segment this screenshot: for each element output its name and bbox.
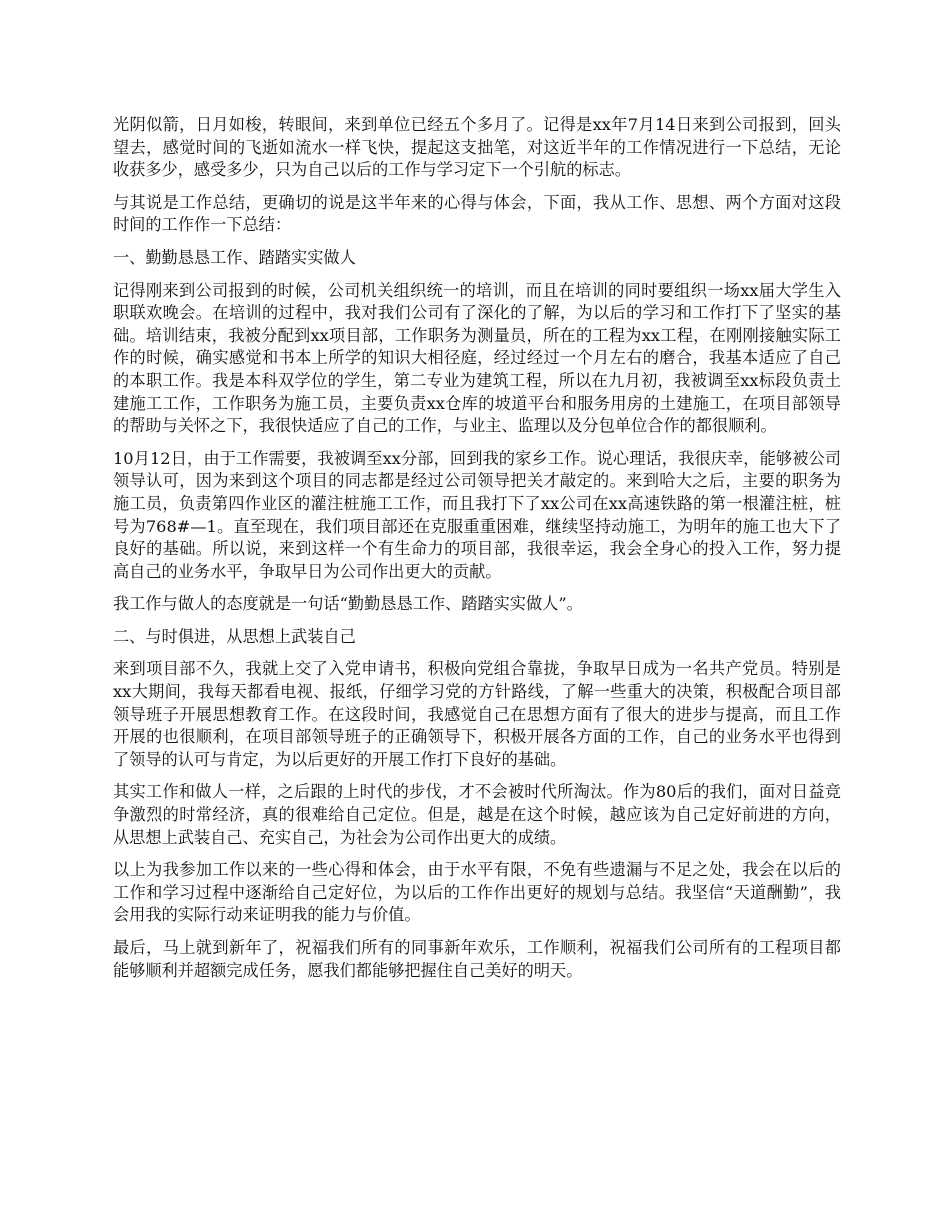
- section-heading-thought: 二、与时俱进，从思想上武装自己: [113, 626, 356, 646]
- closing-paragraph: 最后，马上就到新年了，祝福我们所有的同事新年欢乐，工作顺利，祝福我们公司所有的工程项目都能够顺利并超额完成任务，愿我们都能够把握住自己美好的明天。: [113, 938, 841, 980]
- thought-paragraph-times: 其实工作和做人一样，之后跟的上时代的步伐，才不会被时代所淘汰。作为80后的我们，面对日益竞争激烈的时常经济，真的很难给自己定位。但是，越是在这个时候，越应该为自己定好前进的方向，从思想上武装自己、充实自己，为社会为公司作出更大的成绩。: [113, 782, 841, 847]
- document-body: [113, 114, 841, 992]
- summary-paragraph: 以上为我参加工作以来的一些心得和体会，由于水平有限，不免有些遗漏与不足之处，我会在以后的工作和学习过程中逐渐给自己定好位，为以后的工作作出更好的规划与总结。我坚信“天道酬勤”，我会用我的实际行动来证明我的能力与价值。: [113, 860, 841, 925]
- work-paragraph-transfer: 10月12日，由于工作需要，我被调至xx分部，回到我的家乡工作。说心理话，我很庆幸，能够被公司领导认可，因为来到这个项目的同志都是经过公司领导把关才敲定的。来到哈大之后，主要的职务为施工员，负责第四作业区的灌注桩施工工作，而且我打下了xx公司在xx高速铁路的第一根灌注桩，桩号为768#—1。直至现在，我们项目部还在克服重重困难，继续坚持动施工，为明年的施工也大下了良好的基础。所以说，来到这样一个有生命力的项目部，我很幸运，我会全身心的投入工作，努力提高自己的业务水平，争取早日为公司作出更大的贡献。: [113, 448, 841, 581]
- intro-paragraph: 光阴似箭，日月如梭，转眼间，来到单位已经五个多月了。记得是xx年7月14日来到公司报到，回头望去，感觉时间的飞逝如流水一样飞快，提起这支拙笔，对这近半年的工作情况进行一下总结，无论收获多少，感受多少，只为自己以后的工作与学习定下一个引航的标志。: [113, 115, 841, 180]
- overview-paragraph: 与其说是工作总结，更确切的说是这半年来的心得与体会，下面，我从工作、思想、两个方面对这段时间的工作作一下总结：: [113, 192, 841, 235]
- section-heading-work: 一、勤勤恳恳工作、踏踏实实做人: [113, 247, 356, 267]
- thought-paragraph-party: 来到项目部不久，我就上交了入党申请书，积极向党组合靠拢，争取早日成为一名共产党员。特别是xx大期间，我每天都看电视、报纸，仔细学习党的方针路线，了解一些重大的决策，积极配合项目部领导班子开展思想教育工作。在这段时间，我感觉自己在思想方面有了很大的进步与提高，而且工作开展的也很顺利，在项目部领导班子的正确领导下，积极开展各方面的工作，自己的业务水平也得到了领导的认可与肯定，为以后更好的开展工作打下良好的基础。: [113, 659, 841, 769]
- work-attitude-paragraph: 我工作与做人的态度就是一句话“勤勤恳恳工作、踏踏实实做人”。: [113, 594, 583, 614]
- work-paragraph-training: 记得刚来到公司报到的时候，公司机关组织统一的培训，而且在培训的同时要组织一场xx届大学生入职联欢晚会。在培训的过程中，我对我们公司有了深化的了解，为以后的学习和工作打下了坚实的基础。培训结束，我被分配到xx项目部，工作职务为测量员，所在的工程为xx工程，在刚刚接触实际工作的时候，确实感觉和书本上所学的知识大相径庭，经过经过一个月左右的磨合，我基本适应了自己的本职工作。我是本科双学位的学生，第二专业为建筑工程，所以在九月初，我被调至xx标段负责土建施工工作，工作职务为施工员，主要负责xx仓库的坡道平台和服务用房的土建施工，在项目部领导的帮助与关怀之下，我很快适应了自己的工作，与业主、监理以及分包单位合作的都很顺利。: [113, 280, 841, 436]
